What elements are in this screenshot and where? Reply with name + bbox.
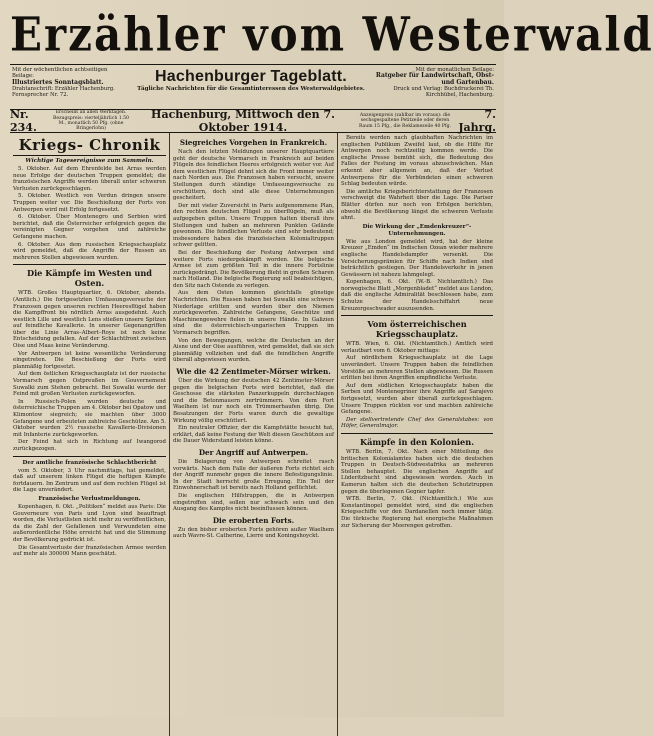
chronik-paragraph: 6. Oktober. Über Montenegro und Serbien wird berichtet, daß die Österreicher erfolgreich gegen die vereinigten Gegner vorgehen und zahlreiche Gefangene machen. [13,214,166,240]
article-paragraph: Von den Bewegungen, welche die Deutschen an der Aisne und der Oise ausführen, wird gemeldet, daß sie sich planmäßig vollziehen und daß die feindlichen Angriffe überall abgewiesen wurden. [173,337,334,364]
kolonien-headline: Kämpfe in den Kolonien. [341,433,493,447]
article-paragraph: Auf dem östlichen Kriegsschauplatz ist der russische Vormarsch gegen Ostpreußen im Gouvernement Suwalki zum Stehen gebracht. Bei Suwalki wurde der Feind mit großen Verlusten zurückgeworfen. [13,371,166,398]
article-paragraph: WTB. Wien, 6. Okt. (Nichtamtlich.) Amtlich wird verlautbart vom 6. Oktober mittags: [341,341,493,354]
chronik-paragraph: 5. Oktober. Auf dem Ehrenfelde bei Arras werden neue Erfolge der deutschen Truppen gemeldet; die französischen Angriffe werden überall unter schweren Verlusten zurückgeschlagen. [13,166,166,192]
article-paragraph: In Russisch-Polen wurden deutsche und österreichische Truppen am 4. Oktober bei Opatow und Klimontow siegreich; sie machten über 3000 Gefangene und erbeuteten zahlreiche Geschütze. Am 5. Oktober wurden 2½ russische Kavallerie-Divisionen mit Infanterie zurückgeworfen. [13,398,166,438]
chronik-subtitle: Wichtige Tagesereignisse zum Sammeln. [25,158,154,164]
subhead-left-line1: Mit der wöchentlichen achtseitigen Beilage: [12,67,108,80]
dateline-bar [10,110,496,133]
subhead-right-line2: Ratgeber für Landwirtschaft, Obst- und Gartenbau. [375,72,494,86]
subhead-right-line3: Druck und Verlag: Buchdruckerei Th. Kirchhübel, Hachenburg. [393,85,494,99]
subhead-bar [10,64,496,110]
tagline: Tägliche Nachrichten für die Gesamtinteressen des Westerwaldgebietes. [137,86,365,92]
forts-headline: Die eroberten Forts. [212,515,295,525]
chronik-paragraph: 6. Oktober. Aus dem russischen Kriegsschauplatz wird gemeldet, daß die Angriffe der Russen an mehreren Stellen abgewiesen wurden. [13,241,166,261]
column-divider [13,456,166,457]
article-paragraph: vom 5. Oktober, 3 Uhr nachmittags, hat gemeldet, daß auf unserem linken Flügel die heftigen Kämpfe fortdauern. Im Zentrum und auf dem rechten Flügel ist die Lage unverändert. [13,467,166,494]
jahrgang: 7. Jahrg. [458,108,496,134]
article-paragraph: Über die Wirkung der deutschen 42 Zentimeter-Mörser gegen die belgischen Forts wird berichtet, daß die Geschosse die stärksten Panzerkuppeln durchschlagen und die Betonmauern zertrümmern. Von dem Fort Waelhem ist nur noch ein Trümmerhaufen übrig. Die Besatzungen der Forts waren durch die gewaltige Wirkung völlig erschüttert. [173,378,334,424]
masthead-title: Erzähler vom Westerwald [10,7,654,62]
article-paragraph: Auf nördlichem Kriegsschauplatz ist die Lage unverändert. Unsere Truppen haben die feindlichen Vorstöße an mehreren Stellen abgewiesen. Die Russen erlitten bei ihren Angriffen empfindliche Verluste. [341,355,493,382]
issue-date: Hachenburg, Mittwoch den 7. Oktober 1914. [151,108,335,134]
tageblatt-title: Hachenburger Tageblatt. [155,68,347,85]
article-paragraph: Die amtliche Kriegsberichterstattung der Franzosen verschweigt die Wahrheit über die Lage. Die Pariser Blätter dürfen nur noch von Erfolgen berichten, obwohl die Bevölkerung längst die schweren Verluste ahnt. [341,188,493,222]
article-paragraph: Kopenhagen, 6. Okt. (W.-B. Nichtamtlich.) Das norwegische Blatt „Morgenbladet“ meldet aus London, daß die englische Admiralität beschlossen habe, zum Schutze der Handelsschiffahrt neue Kreuzergeschwader auszusenden. [341,279,493,312]
article-paragraph: Der Feind hat sich in Richtung auf Iwangorod zurückgezogen. [13,439,166,452]
subhead-left [10,65,132,109]
article-paragraph: Die englischen Hilfstruppen, die in Antwerpen eingetroffen sind, sollen nur schwach sein und den Ausgang des Kampfes nicht beeinflussen können. [173,492,334,513]
article-paragraph: Vor Antwerpen ist keine wesentliche Veränderung eingetreten. Die Beschießung der Forts wird planmäßig fortgesetzt. [13,350,166,370]
article-paragraph: Der mit vieler Zuversicht in Paris aufgenommene Plan, den rechten deutschen Flügel zu überflügeln, muß als aufgegeben gelten. Unsere Truppen halten überall ihre Stellungen und haben an mehreren Punkten Gelände gewonnen. Die feindlichen Verluste sind sehr bedeutend; insbesondere haben die französischen Kolonialtruppen schwer gelitten. [173,202,334,249]
antwerpen-headline: Der Angriff auf Antwerpen. [198,447,309,457]
article-paragraph: Kopenhagen, 6. Okt. „Politiken“ meldet aus Paris: Die Gouverneure von Paris und Lyon sind beauftragt worden, die Verlustlisten nicht mehr zu veröffentlichen, da die Zahl der Gefallenen und Verwundeten eine außerordentliche Höhe erreicht hat und die Stimmung der Bevölkerung gedrückt ist. [13,503,166,543]
article-paragraph: Nach den letzten Meldungen unserer Hauptquartiere geht der deutsche Vormarsch in Frankreich auf beiden Flügeln des feindlichen Heeres erfolgreich weiter vor. Auf dem westlichen Flügel dehnt sich die Front immer weiter nach Norden aus. Die Franzosen haben versucht, unsere Stellungen durch ständige Umfassungsversuche zu erschüttern, doch sind alle diese Unternehmungen gescheitert. [173,149,334,202]
article-paragraph: Wie aus London gemeldet wird, hat der kleine Kreuzer „Emden“ im Indischen Ozean wieder mehrere englische Handelsdampfer versenkt. Die Versicherungsprämien für Schiffe nach Indien sind beträchtlich gestiegen. Der Handelsverkehr in jenen Gewässern ist nahezu lahmgelegt. [341,238,493,278]
emden-headline: Die Wirkung der „Emdenkreuzer“-Unternehmungen. [362,223,472,237]
article-paragraph: Ein neutraler Offizier, der die Kampfstätte besucht hat, erklärt, daß keine Festung der Welt diesen Geschützen auf die Dauer Widerstand leisten könne. [173,425,334,445]
ad-price-note: Anzeigenpreis (zahlbar im voraus): die sechsgespaltene Petitzeile oder deren Raum 15 Pfg., die Reklamezeile 40 Pfg. [358,112,452,129]
column-1 [10,133,170,736]
article-paragraph: WTB. Berlin, 7. Okt. (Nichtamtlich.) Wie aus Konstantinopel gemeldet wird, sind die englischen Kriegsschiffe vor den Dardanellen noch immer tätig. Die türkische Regierung hat energische Maßnahmen zur Sicherung der Meerengen getroffen. [341,496,493,529]
issue-number: Nr. 234. [10,108,37,134]
article-paragraph: Bei der Beschießung der Festung Antwerpen sind weitere Forts niedergekämpft worden. Die belgische Armee ist zum größten Teil in die innere Fortslinie zurückgedrängt. Die Bevölkerung flieht in großen Scharen nach Holland. Die belgische Regierung soll beabsichtigen, den Sitz nach Ostende zu verlegen. [173,249,334,289]
subhead-center [132,65,370,109]
column-2 [170,133,338,736]
frankreich-headline: Siegreiches Vorgehen in Frankreich. [179,138,328,147]
chronik-paragraph: 5. Oktober. Westlich von Verdun dringen unsere Truppen weiter vor. Die Beschießung der Forts von Antwerpen wird mit Erfolg fortgesetzt. [13,193,166,213]
article-paragraph: Die Belagerung von Antwerpen schreitet rasch vorwärts. Nach dem Falle der äußeren Forts richtet sich der Angriff nunmehr gegen die innere Befestigungslinie. In der Stadt herrscht große Erregung. Ein Teil der Einwohnerschaft ist bereits nach Holland geflüchtet. [173,458,334,492]
oesterreich-headline: Vom österreichischen Kriegsschauplatz. [341,315,493,339]
article-paragraph: Die Gesamtverluste der französischen Armee werden auf mehr als 300000 Mann geschätzt. [13,544,166,558]
article-paragraph: Auf dem südlichen Kriegsschauplatz haben die Serben und Montenegriner ihre Angriffe auf Sarajevo fortgesetzt, wurden aber überall zurückgeschlagen. Unsere Truppen rückten vor und machten zahlreiche Gefangene. [341,382,493,416]
amtlich-headline: Der amtliche französische Schlachtbericht [22,459,157,466]
signature-line: Der stellvertretende Chef des Generalstabes: von Höfer, Generalmajor. [341,416,493,430]
article-paragraph: WTB. Berlin, 7. Okt. Nach einer Mitteilung des britischen Kolonialamtes haben sich die deutschen Truppen in Deutsch-Südwestafrika an mehreren Stellen behauptet. Die englischen Angriffe auf Lüderitzbucht sind abgewiesen worden. Auch in Kamerun halten sich die deutschen Schutztruppen gegen die überlegenen Gegner tapfer. [341,448,493,495]
west-headline: Die Kämpfe im Westen und Osten. [13,264,166,288]
subhead-left-line3: Drahtanschrift: Erzähler Hachenburg. Fernsprecher Nr. 72. [12,85,115,99]
verlust-headline: Französische Verlustmeldungen. [38,495,141,502]
article-paragraph: Bereits werden nach glaubhaften Nachrichten im englischen Publikum Zweifel laut, ob die Hilfe für Antwerpen noch rechtzeitig kommen werde. Die englische Presse bemüht sich, die Bedeutung des Falles der Festung im voraus abzuschwächen. Man erkennt aber allgemein an, daß der Verlust Antwerpens für die Verbündeten einen schweren Schlag bedeuten würde. [341,135,493,188]
chronik-title: Kriegs- Chronik [13,135,166,156]
article-columns [10,133,496,736]
article-paragraph: Zu den bisher eroberten Forts gehören außer Waelhem auch Wavre-St. Catherine, Lierre und Koningshoyckt. [173,526,334,540]
moerser-headline: Wie die 42 Zentimeter-Mörser wirken. [176,367,331,376]
column-3 [338,133,496,736]
article-paragraph: Aus dem Osten kommen gleichfalls günstige Nachrichten. Die Russen haben bei Suwalki eine schwere Niederlage erlitten und wurden über den Niemen zurückgeworfen. Zahlreiche Gefangene, Geschütze und Maschinengewehre fielen in unsere Hände. In Galizien sind die österreichisch-ungarischen Truppen im Vormarsch begriffen. [173,290,334,337]
article-paragraph: WTB. Großes Hauptquartier, 6. Oktober, abends. (Amtlich.) Die fortgesetzten Umfassungsversuche der Franzosen gegen unseren rechten Heeresflügel haben die Kampffront bis nördlich Arras ausgedehnt. Auch westlich Lille und westlich Lens stießen unsere Spitzen auf feindliche Kavallerie. In unserer Gegenangriffen über die Linie Arras–Albert–Roye ist noch keine Entscheidung gefallen. Auf der Schlachtfront zwischen Oise und Maas keine Veränderung. [13,290,166,350]
subhead-right [370,65,496,109]
subhead-right-line1: Mit der monatlichen Beilage: [415,67,494,73]
subhead-left-line2: Illustriertes Sonntagsblatt. [12,78,104,86]
publication-note: Erscheint an allen Werktagen. Bezugspreis: vierteljährlich 1.50 M., monatlich 50 Pfg. (ohne Bringerlohn) [53,110,129,132]
